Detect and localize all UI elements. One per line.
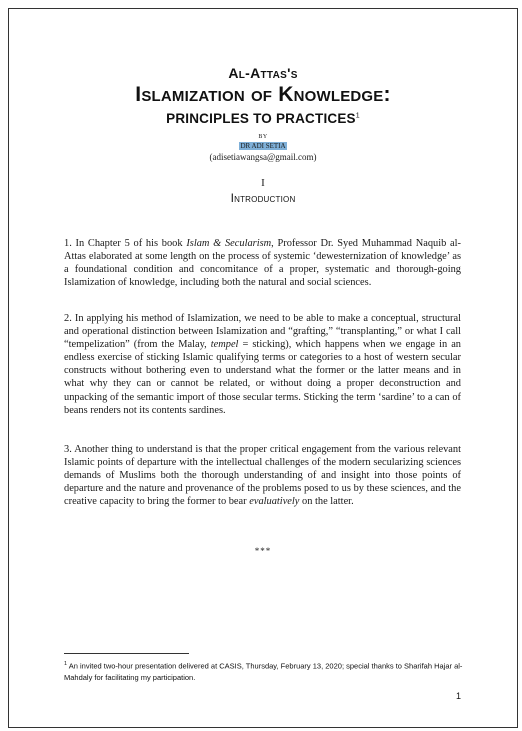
book-title: Islam & Secularism: [186, 238, 272, 249]
footnote: [64, 659, 464, 683]
title-footnote-marker[interactable]: 1: [355, 112, 360, 120]
paragraph-3-rest: on the latter.: [299, 496, 354, 508]
paragraph-1-lead: 1. In Chapter 5 of his book: [64, 238, 187, 249]
section-number: I: [261, 177, 265, 189]
title-line-1: [9, 65, 517, 81]
title-line-3: [9, 111, 517, 126]
malay-term: tempel: [210, 339, 239, 351]
paragraph-2-rest: = sticking), which happens when we engage in an endless exercise of sticking Islamic qualifying terms or categories to a host of western secular constructs without bothering even to understand what the former or the latter means and in what why they can or cannot be related, or without doing a proper deconstruction and unpacking of the semantic import of those secular terms. Sticking the term ‘sardine’ to a can of beans renders not its contents sardines.: [64, 339, 461, 416]
paragraph-1-rest: , Professor Dr. Syed Muhammad Naquib al-Attas elaborated at some length on the process of systemic ‘dewesternization of knowledge’ as a foundational condition and concomitance of a proper, systematic and thorough-going Islamization of knowledge, including both the natural and social sciences.: [64, 238, 461, 289]
section-title-text: Introduction: [230, 191, 296, 205]
title-line-2: [9, 83, 517, 107]
author-name: [9, 142, 517, 150]
page-number: 1: [455, 691, 461, 701]
section-title: [9, 191, 517, 205]
document-page: [8, 8, 518, 728]
paragraph-2-lead: 2. In applying his method of Islamization, we need to be able to make a conceptual, structural and operational distinction between Islamization and “grafting,” “transplanting,” or what I call “tempelization” (from the Malay,: [64, 313, 461, 351]
section-separator: ***: [254, 546, 272, 556]
paragraph-3: [64, 443, 461, 508]
paragraph-2: [64, 312, 461, 417]
title-line-2-text: Islamization of Knowledge:: [135, 83, 391, 106]
footnote-marker: 1: [64, 661, 68, 667]
emphasis-word: evaluatively: [249, 496, 300, 508]
author-email: (adisetiawangsa@gmail.com): [209, 152, 317, 162]
paragraph-3-lead: 3. Another thing to understand is that the proper critical engagement from the various relevant Islamic points of departure with the intellectual challenges of the modern secularizing sciences demands of Muslims both the thorough understanding of and insight into those points of departure and the nature and provenance of the problems posed to us by these sciences, and the creative capacity to bring the former to bear: [64, 444, 461, 508]
paragraph-1: [64, 237, 461, 289]
title-line-1-text: Al-Attas's: [228, 65, 298, 81]
byline-by: BY: [258, 134, 268, 140]
title-line-3-text: PRINCIPLES TO PRACTICES: [166, 111, 356, 126]
footnote-rule: [64, 653, 189, 654]
author-name-highlighted: DR ADI SETIA: [240, 142, 286, 150]
footnote-text: An invited two-hour presentation delivered at CASIS, Thursday, February 13, 2020; special thanks to Sharifah Hajar al-Mahdaly for facilitating my participation.: [64, 661, 463, 682]
